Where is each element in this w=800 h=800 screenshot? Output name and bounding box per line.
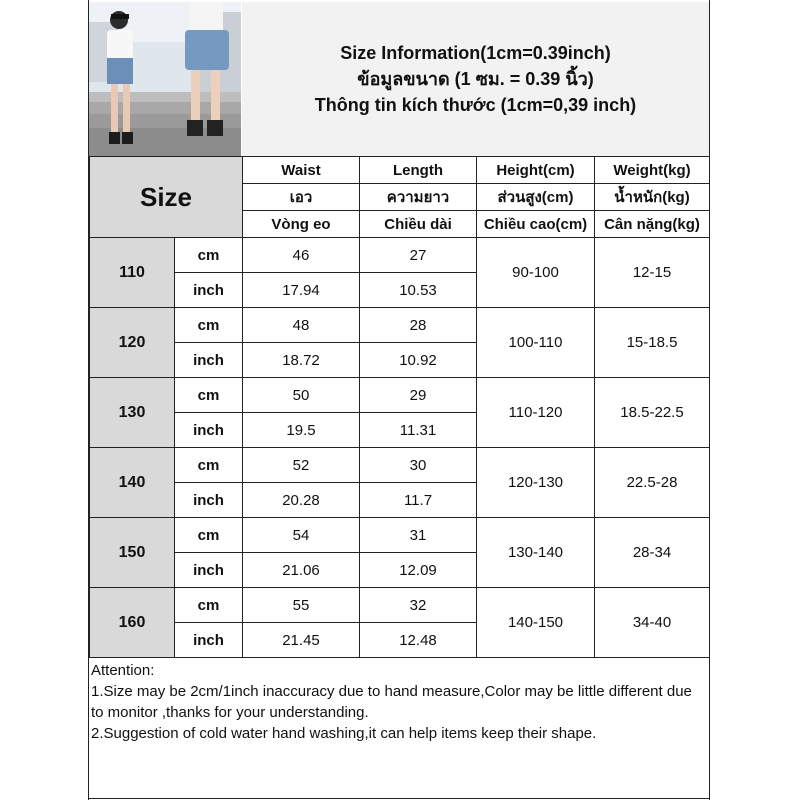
weight-range: 28-34 — [595, 518, 710, 588]
unit-inch: inch — [175, 483, 243, 518]
size-label: 120 — [90, 308, 175, 378]
size-label: 150 — [90, 518, 175, 588]
size-label: 110 — [90, 238, 175, 308]
title-vietnamese: Thông tin kích thước (1cm=0,39 inch) — [314, 95, 637, 115]
height-range: 140-150 — [477, 588, 595, 658]
waist-cm: 55 — [243, 588, 360, 623]
length-inch: 11.7 — [360, 483, 477, 518]
table-row — [90, 378, 710, 413]
col-weight-en: Weight(kg) — [595, 157, 710, 184]
waist-inch: 18.72 — [243, 343, 360, 378]
waist-cm: 50 — [243, 378, 360, 413]
waist-cm: 48 — [243, 308, 360, 343]
table-row — [90, 308, 710, 343]
size-info-title — [242, 2, 709, 156]
length-cm: 31 — [360, 518, 477, 553]
col-height-th: ส่วนสูง(cm) — [477, 184, 595, 211]
waist-cm: 46 — [243, 238, 360, 273]
unit-cm: cm — [175, 588, 243, 623]
table-row — [90, 588, 710, 623]
unit-inch: inch — [175, 343, 243, 378]
col-length-en: Length — [360, 157, 477, 184]
size-label: 160 — [90, 588, 175, 658]
weight-range: 12-15 — [595, 238, 710, 308]
length-inch: 12.09 — [360, 553, 477, 588]
height-range: 90-100 — [477, 238, 595, 308]
product-photo — [89, 2, 241, 156]
col-length-vi: Chiều dài — [360, 211, 477, 238]
length-cm: 32 — [360, 588, 477, 623]
col-waist-en: Waist — [243, 157, 360, 184]
height-range: 120-130 — [477, 448, 595, 518]
waist-inch: 21.45 — [243, 623, 360, 658]
length-inch: 11.31 — [360, 413, 477, 448]
col-waist-vi: Vòng eo — [243, 211, 360, 238]
length-cm: 29 — [360, 378, 477, 413]
col-weight-th: น้ำหนัก(kg) — [595, 184, 710, 211]
length-inch: 10.92 — [360, 343, 477, 378]
title-thai: ข้อมูลขนาด (1 ซม. = 0.39 นิ้ว) — [357, 69, 594, 89]
col-height-en: Height(cm) — [477, 157, 595, 184]
length-inch: 12.48 — [360, 623, 477, 658]
attention-notes — [89, 657, 709, 799]
table-row — [90, 448, 710, 483]
unit-cm: cm — [175, 238, 243, 273]
height-range: 130-140 — [477, 518, 595, 588]
height-range: 100-110 — [477, 308, 595, 378]
weight-range: 15-18.5 — [595, 308, 710, 378]
col-length-th: ความยาว — [360, 184, 477, 211]
unit-inch: inch — [175, 553, 243, 588]
header-row-english — [90, 157, 710, 184]
waist-inch: 19.5 — [243, 413, 360, 448]
col-weight-vi: Cân nặng(kg) — [595, 211, 710, 238]
size-column-header: Size — [90, 157, 243, 238]
title-english: Size Information(1cm=0.39inch) — [340, 43, 611, 63]
size-label: 130 — [90, 378, 175, 448]
length-cm: 30 — [360, 448, 477, 483]
length-cm: 28 — [360, 308, 477, 343]
weight-range: 34-40 — [595, 588, 710, 658]
waist-inch: 21.06 — [243, 553, 360, 588]
waist-inch: 20.28 — [243, 483, 360, 518]
weight-range: 22.5-28 — [595, 448, 710, 518]
size-label: 140 — [90, 448, 175, 518]
height-range: 110-120 — [477, 378, 595, 448]
table-row — [90, 238, 710, 273]
note-item: 2.Suggestion of cold water hand washing,it can help items keep their shape. — [91, 725, 597, 742]
unit-cm: cm — [175, 518, 243, 553]
unit-inch: inch — [175, 413, 243, 448]
table-row — [90, 518, 710, 553]
length-cm: 27 — [360, 238, 477, 273]
waist-inch: 17.94 — [243, 273, 360, 308]
weight-range: 18.5-22.5 — [595, 378, 710, 448]
unit-cm: cm — [175, 378, 243, 413]
notes-heading: Attention: — [91, 662, 155, 679]
waist-cm: 54 — [243, 518, 360, 553]
size-table — [89, 156, 710, 658]
unit-inch: inch — [175, 623, 243, 658]
col-height-vi: Chiều cao(cm) — [477, 211, 595, 238]
length-inch: 10.53 — [360, 273, 477, 308]
unit-inch: inch — [175, 273, 243, 308]
unit-cm: cm — [175, 308, 243, 343]
col-waist-th: เอว — [243, 184, 360, 211]
note-item: 1.Size may be 2cm/1inch inaccuracy due to hand measure,Color may be little different due to monitor ,thanks for your understanding. — [91, 683, 692, 721]
waist-cm: 52 — [243, 448, 360, 483]
unit-cm: cm — [175, 448, 243, 483]
